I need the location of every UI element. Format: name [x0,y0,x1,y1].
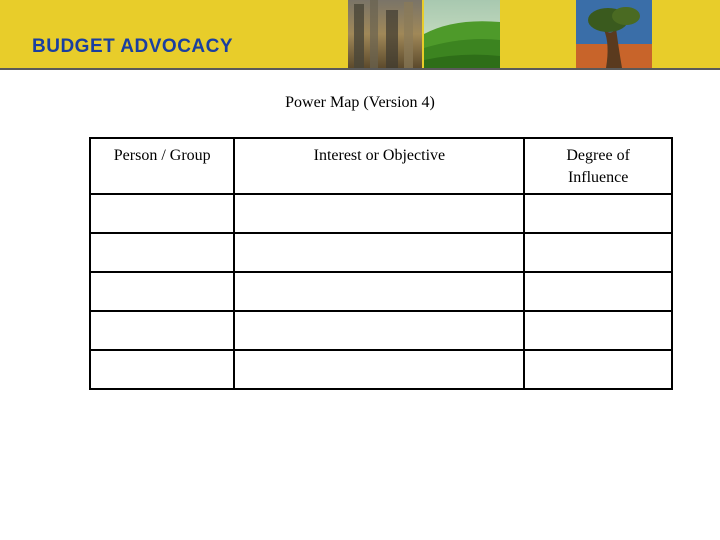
table-row [90,233,672,272]
table-cell [234,272,524,311]
table-cell [234,311,524,350]
tree-photo [576,0,652,68]
table-cell [90,272,234,311]
slide-title: Power Map (Version 4) [285,94,435,111]
table-header-row [90,138,672,194]
table-cell [524,233,672,272]
table-row [90,194,672,233]
header-person-group: Person / Group [90,138,234,194]
table-cell [524,272,672,311]
table-cell [524,350,672,389]
banner-title: BUDGET ADVOCACY [32,36,234,57]
table-cell [90,194,234,233]
table-cell [524,311,672,350]
green-hill-photo [424,0,500,68]
table-row [90,311,672,350]
header-banner [0,0,720,70]
header-interest-objective: Interest or Objective [234,138,524,194]
header-degree-label: Degree of Influence [566,147,630,186]
table-cell [234,233,524,272]
table-cell [90,233,234,272]
table-cell [90,350,234,389]
table-row [90,272,672,311]
header-degree-of-influence [524,138,672,194]
table-cell [524,194,672,233]
table-cell [234,194,524,233]
table-row [90,350,672,389]
power-map-table [89,137,673,390]
city-photo [348,0,422,68]
table-cell [90,311,234,350]
table-cell [234,350,524,389]
